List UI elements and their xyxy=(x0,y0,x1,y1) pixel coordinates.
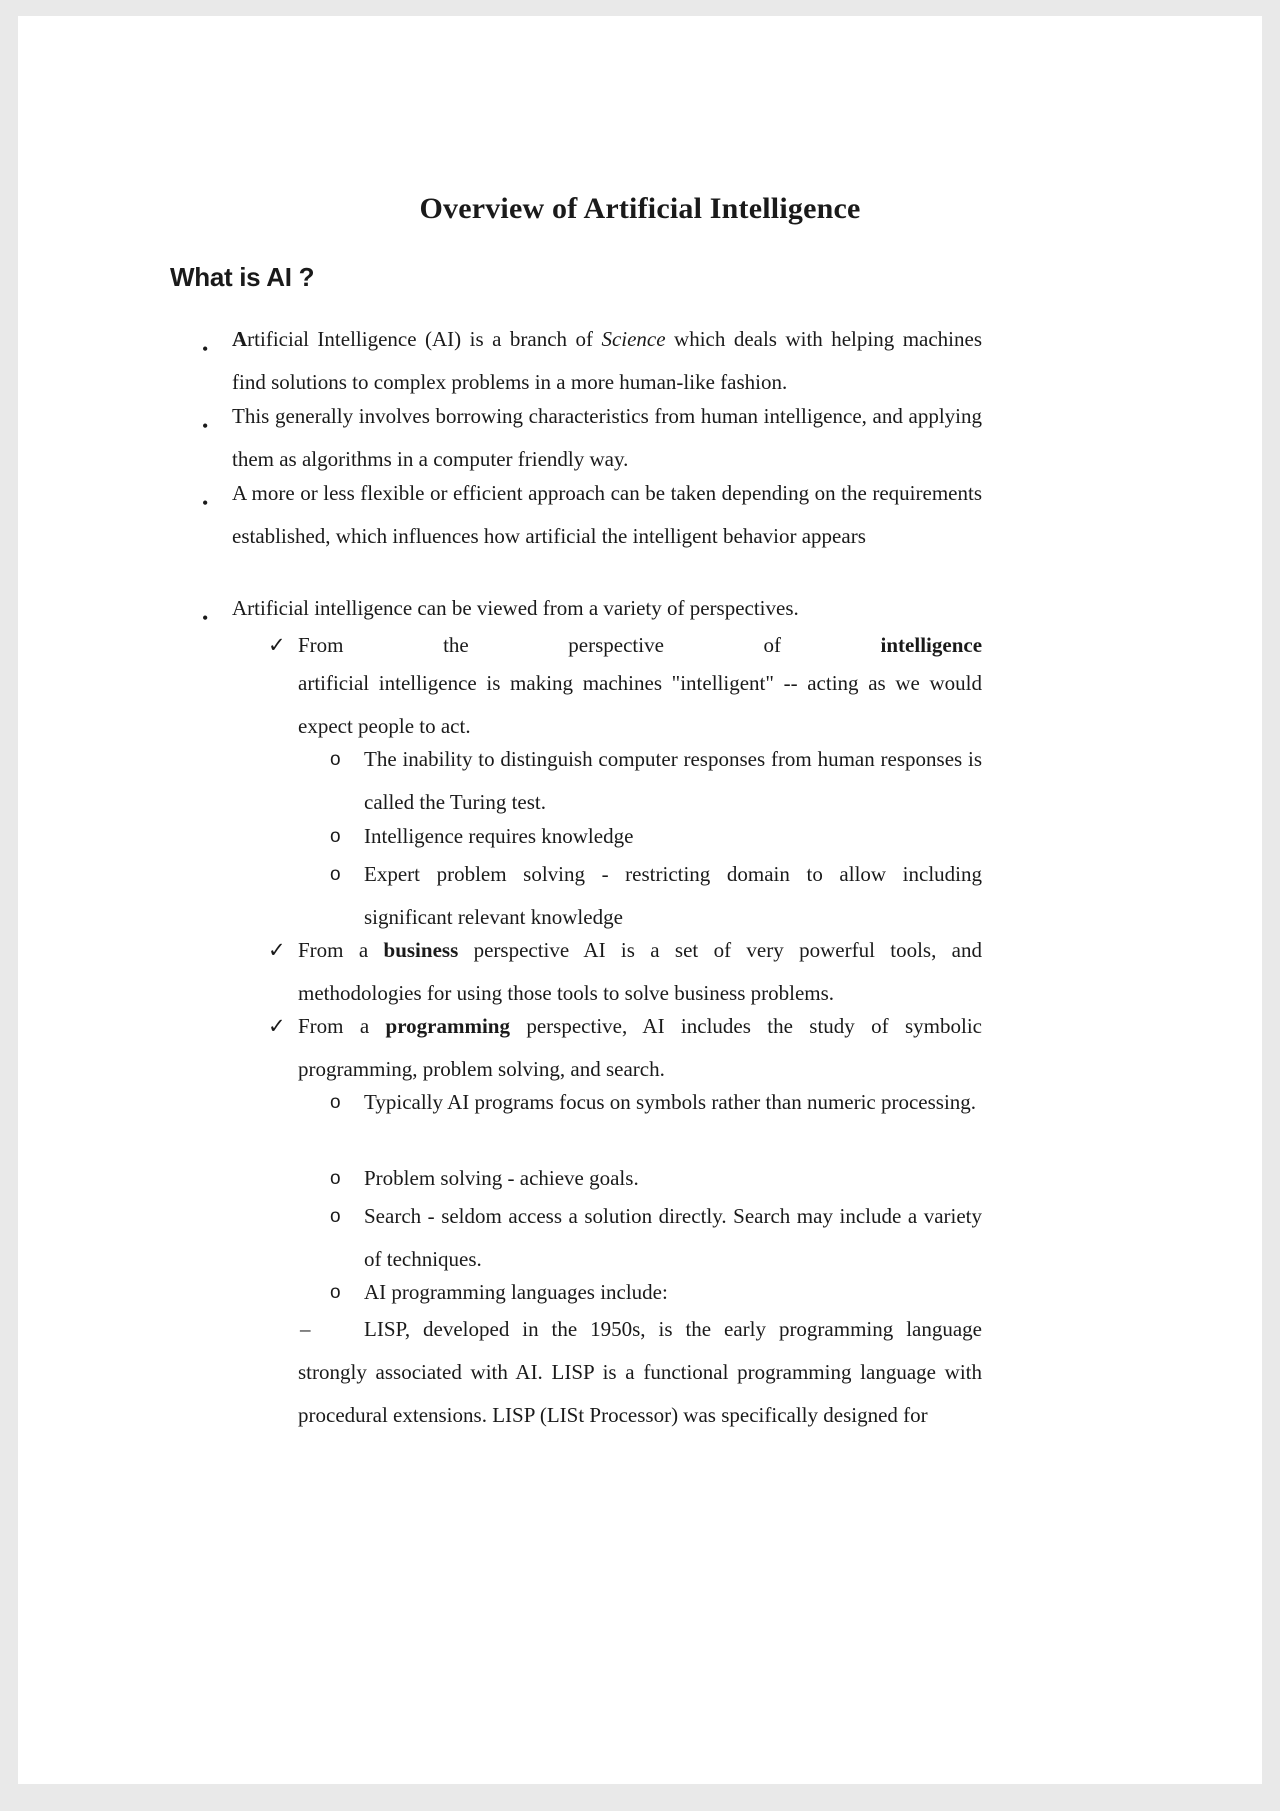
section-heading: What is AI ? xyxy=(170,262,315,292)
bullet-item: A more or less flexible or efficient approach can be taken depending on the requirements established, which influences how artificial the intelligent behavior appears xyxy=(232,481,982,548)
check-icon: ✓ xyxy=(268,938,286,962)
lisp-paragraph: LISP, developed in the 1950s, is the early programming language strongly associated with AI. LISP is a functional programming language with procedural extensions. LISP (LISt Processor) was specifically designed for xyxy=(298,1317,982,1427)
perspective-line: From the perspective of intelligence xyxy=(298,633,983,657)
check-icon: ✓ xyxy=(268,1014,286,1038)
dash-icon: – xyxy=(300,1317,311,1341)
sub-item: Problem solving - achieve goals. xyxy=(364,1166,639,1190)
perspective-item: From a programming perspective, AI includes the study of symbolic programming, problem solving, and search. xyxy=(298,1014,982,1081)
circle-bullet-icon: o xyxy=(330,1092,341,1113)
bullet-icon: • xyxy=(202,493,209,513)
circle-bullet-icon: o xyxy=(330,864,341,885)
check-icon: ✓ xyxy=(268,633,286,657)
circle-bullet-icon: o xyxy=(330,1168,341,1189)
circle-bullet-icon: o xyxy=(330,749,341,770)
bullet-item: Artificial Intelligence (AI) is a branch of Science which deals with helping machines find solutions to complex problems in a more human-like fashion. xyxy=(232,327,982,394)
bullet-item: Artificial intelligence can be viewed from a variety of perspectives. xyxy=(232,596,799,620)
bullet-icon: • xyxy=(202,339,209,359)
page-title: Overview of Artificial Intelligence xyxy=(419,192,861,225)
sub-item: AI programming languages include: xyxy=(364,1280,668,1304)
sub-item: Intelligence requires knowledge xyxy=(364,824,634,848)
bullet-icon: • xyxy=(202,608,209,628)
sub-item: Search - seldom access a solution directly. Search may include a variety of techniques. xyxy=(364,1204,982,1271)
document-page xyxy=(18,16,1262,1784)
circle-bullet-icon: o xyxy=(330,826,341,847)
perspective-item: artificial intelligence is making machines "intelligent" -- acting as we would expect people to act. xyxy=(298,671,982,738)
sub-item: Typically AI programs focus on symbols rather than numeric processing. xyxy=(364,1090,977,1114)
bullet-item: This generally involves borrowing characteristics from human intelligence, and applying them as algorithms in a computer friendly way. xyxy=(232,404,982,471)
perspective-item: From a business perspective AI is a set of very powerful tools, and methodologies for using those tools to solve business problems. xyxy=(298,938,982,1005)
circle-bullet-icon: o xyxy=(330,1282,341,1303)
bullet-icon: • xyxy=(202,416,209,436)
sub-item: Expert problem solving - restricting domain to allow including significant relevant knowledge xyxy=(364,862,982,929)
sub-item: The inability to distinguish computer responses from human responses is called the Turing test. xyxy=(364,747,982,814)
circle-bullet-icon: o xyxy=(330,1206,341,1227)
